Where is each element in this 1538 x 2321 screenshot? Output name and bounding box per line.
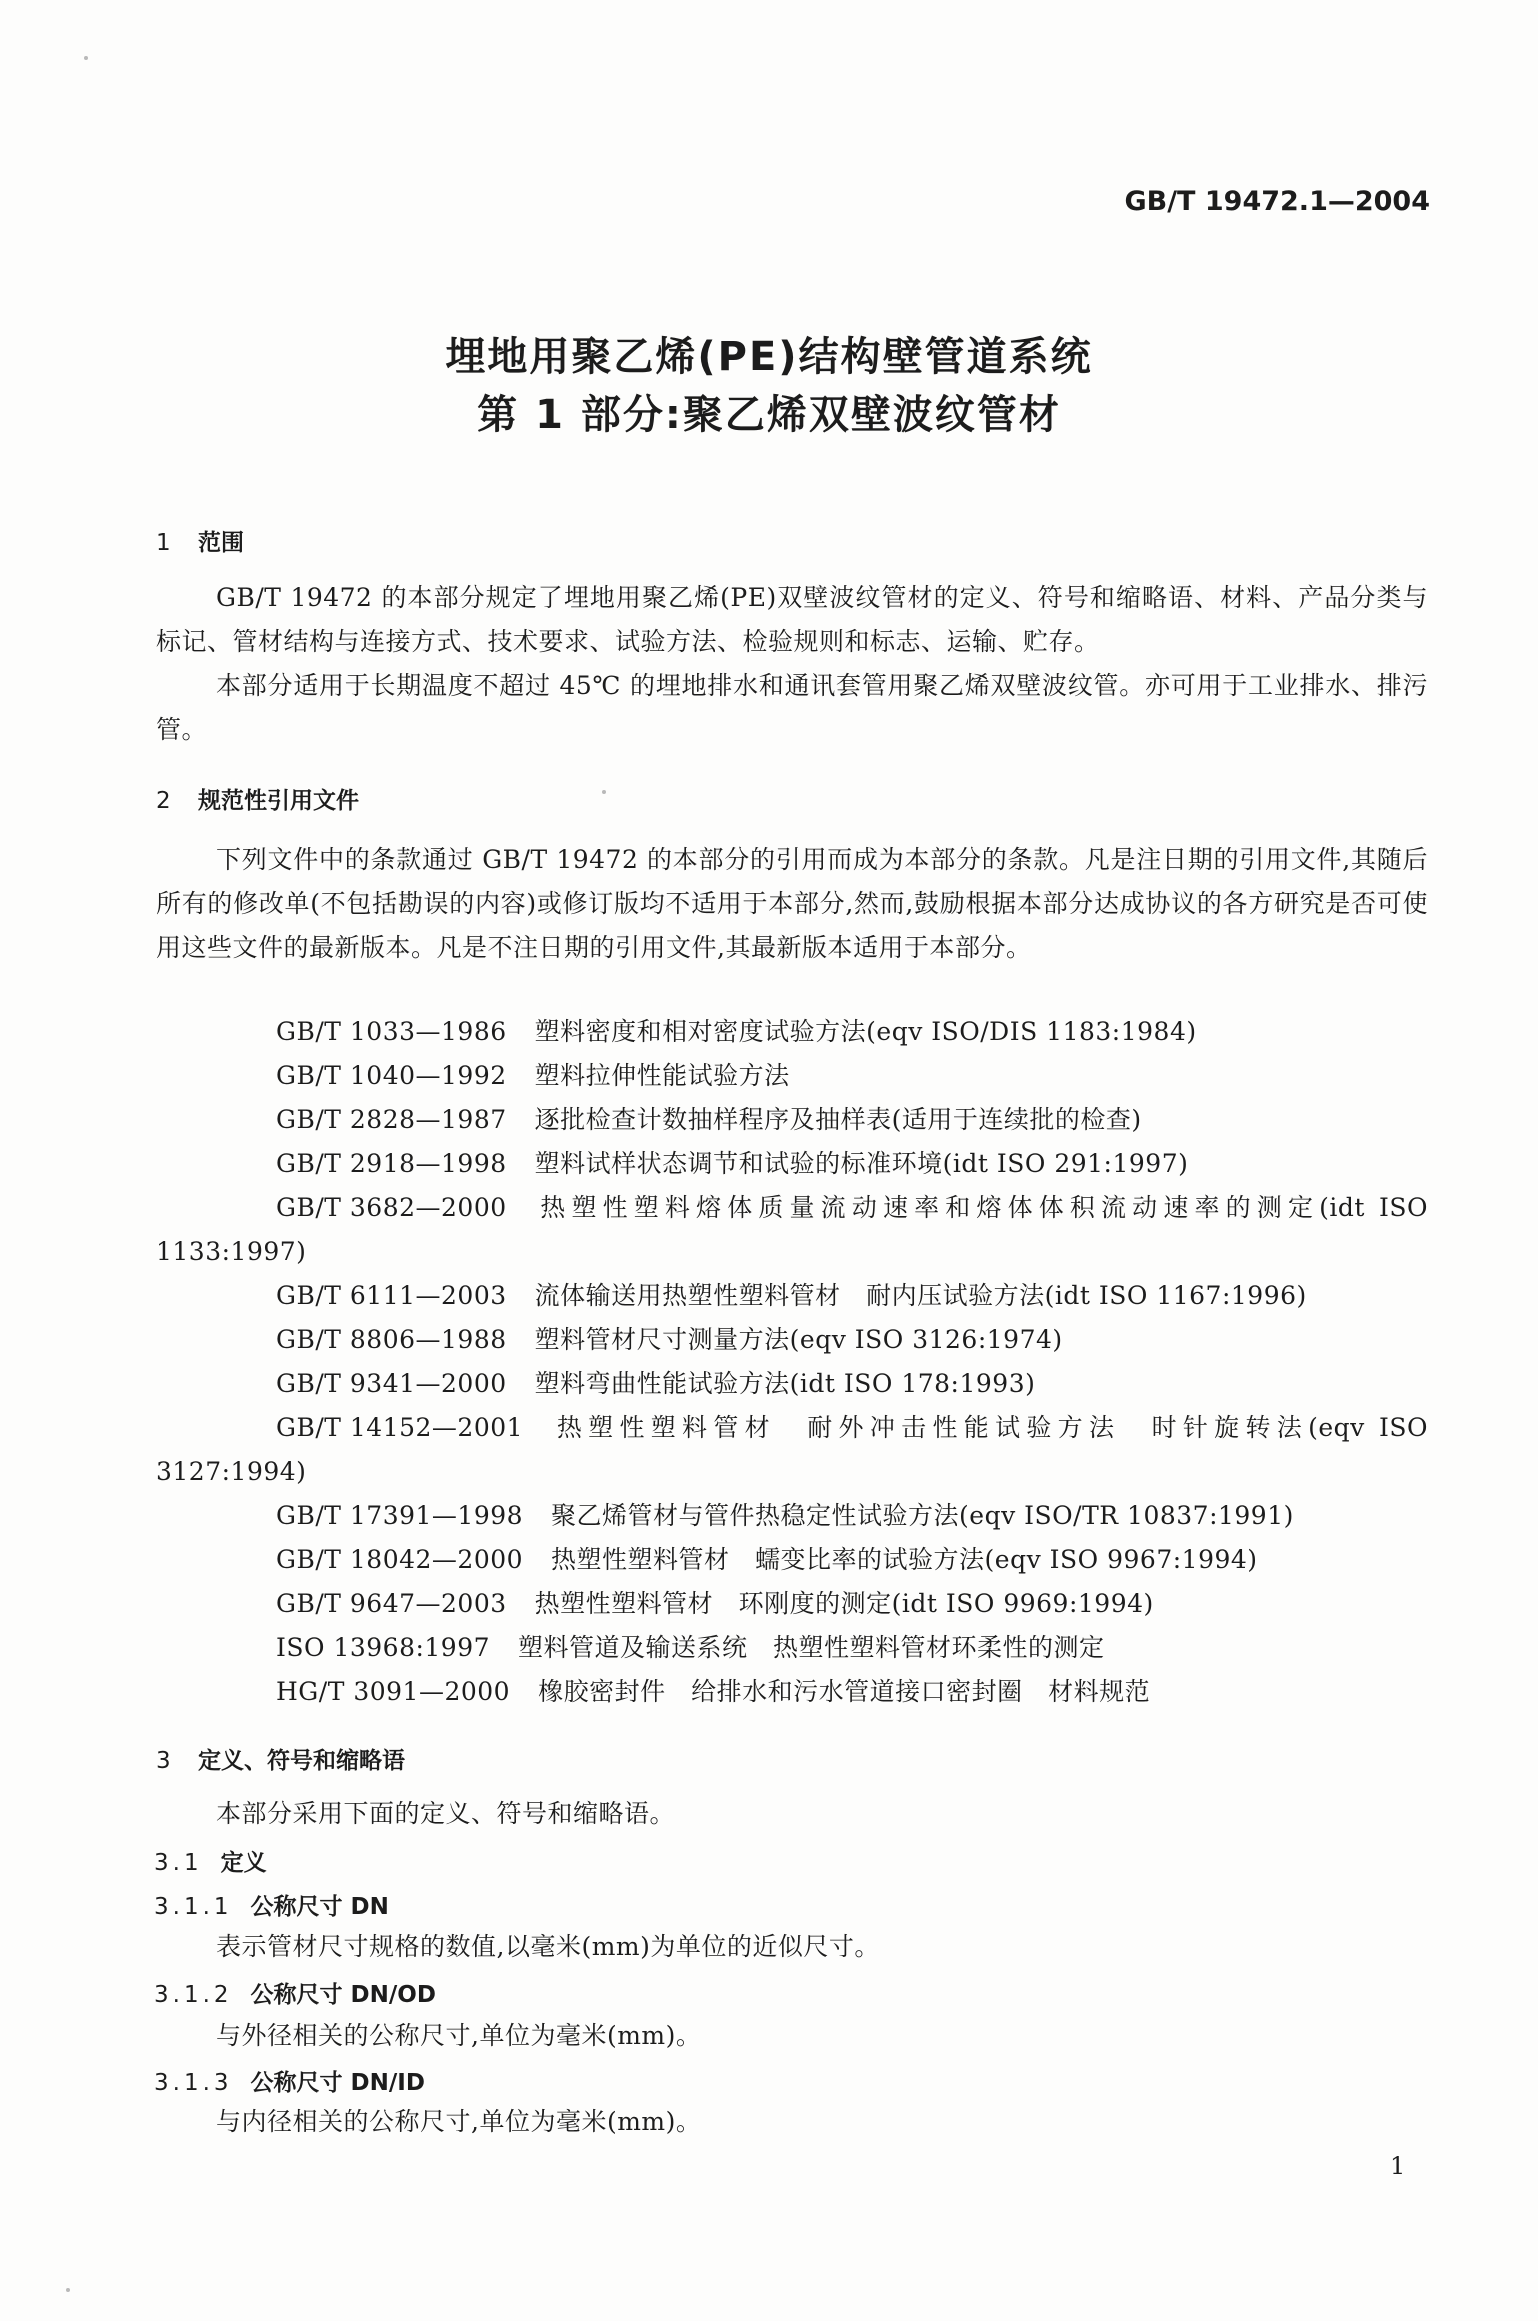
reference-code: GB/T 2828—1987 xyxy=(276,1105,507,1134)
subsection-title: 公称尺寸 DN/ID xyxy=(250,2070,425,2096)
document-title-line1: 埋地用聚乙烯(PE)结构壁管道系统 xyxy=(445,334,1093,380)
section-1-paragraph-1: GB/T 19472 的本部分规定了埋地用聚乙烯(PE)双壁波纹管材的定义、符号和缩略语、材料、产品分类与标记、管材结构与连接方式、技术要求、试验方法、检验规则和标志、运输、贮存。 xyxy=(156,583,1428,656)
reference-code: GB/T 18042—2000 xyxy=(276,1545,524,1574)
reference-title: 橡胶密封件 给排水和污水管道接口密封圈 材料规范 xyxy=(538,1677,1151,1706)
section-3-heading xyxy=(156,1742,405,1775)
reference-code: GB/T 9647—2003 xyxy=(276,1589,507,1618)
reference-item xyxy=(156,1318,1428,1362)
section-2-heading xyxy=(156,782,359,815)
reference-title: 热塑性塑料管材 环刚度的测定(idt ISO 9969:1994) xyxy=(534,1589,1154,1618)
subsection-number: 3.1 xyxy=(154,1850,203,1876)
reference-item xyxy=(156,1362,1428,1406)
section-title: 规范性引用文件 xyxy=(198,788,359,814)
reference-title: 塑料试样状态调节和试验的标准环境(idt ISO 291:1997) xyxy=(534,1149,1189,1178)
reference-title: 塑料弯曲性能试验方法(idt ISO 178:1993) xyxy=(534,1369,1036,1398)
section-title: 定义、符号和缩略语 xyxy=(198,1748,405,1774)
reference-title: 塑料密度和相对密度试验方法(eqv ISO/DIS 1183:1984) xyxy=(534,1017,1197,1046)
subsection-title: 公称尺寸 DN xyxy=(250,1894,389,1920)
scan-speck xyxy=(602,790,606,794)
subsection-3-1-1-heading xyxy=(154,1888,389,1921)
section-3-intro: 本部分采用下面的定义、符号和缩略语。 xyxy=(216,1799,676,1828)
subsection-number: 3.1.3 xyxy=(154,2070,233,2096)
reference-title: 聚乙烯管材与管件热稳定性试验方法(eqv ISO/TR 10837:1991) xyxy=(551,1501,1294,1530)
subsection-title: 公称尺寸 DN/OD xyxy=(250,1982,436,2008)
subsection-3-1-2-heading xyxy=(154,1976,436,2009)
reference-item xyxy=(156,1098,1428,1142)
reference-item xyxy=(156,1538,1428,1582)
subsection-title: 定义 xyxy=(220,1850,267,1876)
subsection-3-1-2-text: 与外径相关的公称尺寸,单位为毫米(mm)。 xyxy=(216,2021,702,2050)
reference-code: GB/T 14152—2001 xyxy=(276,1413,524,1442)
section-1-heading xyxy=(156,524,244,557)
page-number: 1 xyxy=(1390,2152,1406,2180)
section-title: 范围 xyxy=(198,530,244,556)
reference-item xyxy=(156,1142,1428,1186)
reference-code: GB/T 1040—1992 xyxy=(276,1061,507,1090)
reference-code: GB/T 6111—2003 xyxy=(276,1281,507,1310)
subsection-3-1-3-heading xyxy=(154,2064,425,2097)
scan-speck xyxy=(66,2288,70,2292)
reference-item xyxy=(156,1406,1428,1494)
subsection-3-1-heading xyxy=(154,1844,267,1877)
reference-code: GB/T 17391—1998 xyxy=(276,1501,524,1530)
reference-item xyxy=(156,1670,1428,1714)
reference-code: GB/T 1033—1986 xyxy=(276,1017,507,1046)
reference-item xyxy=(156,1186,1428,1274)
subsection-3-1-1-text: 表示管材尺寸规格的数值,以毫米(mm)为单位的近似尺寸。 xyxy=(216,1932,880,1961)
scan-speck xyxy=(84,56,88,60)
reference-title: 热塑性塑料管材 蠕变比率的试验方法(eqv ISO 9967:1994) xyxy=(551,1545,1258,1574)
section-2-intro: 下列文件中的条款通过 GB/T 19472 的本部分的引用而成为本部分的条款。凡是注日期的引用文件,其随后所有的修改单(不包括勘误的内容)或修订版均不适用于本部分,然而,鼓励根据本部分达成协议的各方研究是否可使用这些文件的最新版本。凡是不注日期的引用文件,其最新版本适用于本部分。 xyxy=(156,845,1428,962)
reference-code: ISO 13968:1997 xyxy=(276,1633,491,1662)
reference-item xyxy=(156,1582,1428,1626)
reference-title: 塑料管材尺寸测量方法(eqv ISO 3126:1974) xyxy=(534,1325,1063,1354)
reference-item xyxy=(156,1010,1428,1054)
reference-title: 塑料管道及输送系统 热塑性塑料管材环柔性的测定 xyxy=(518,1633,1105,1662)
subsection-number: 3.1.1 xyxy=(154,1894,233,1920)
document-title-line2: 第 1 部分:聚乙烯双壁波纹管材 xyxy=(477,392,1061,438)
section-number: 2 xyxy=(156,788,171,814)
section-1-paragraph-2: 本部分适用于长期温度不超过 45℃ 的埋地排水和通讯套管用聚乙烯双壁波纹管。亦可用于工业排水、排污管。 xyxy=(156,671,1428,744)
reference-title: 热塑性塑料管材 耐外冲击性能试验方法 时针旋转法(eqv ISO 3127:1994) xyxy=(156,1413,1428,1486)
reference-code: GB/T 8806—1988 xyxy=(276,1325,507,1354)
reference-code: HG/T 3091—2000 xyxy=(276,1677,511,1706)
reference-item xyxy=(156,1626,1428,1670)
reference-title: 逐批检查计数抽样程序及抽样表(适用于连续批的检查) xyxy=(534,1105,1142,1134)
reference-code: GB/T 2918—1998 xyxy=(276,1149,507,1178)
subsection-number: 3.1.2 xyxy=(154,1982,233,2008)
standard-code: GB/T 19472.1—2004 xyxy=(1124,186,1430,217)
reference-title: 流体输送用热塑性塑料管材 耐内压试验方法(idt ISO 1167:1996) xyxy=(534,1281,1307,1310)
section-number: 1 xyxy=(156,530,171,556)
reference-code: GB/T 9341—2000 xyxy=(276,1369,507,1398)
subsection-3-1-3-text: 与内径相关的公称尺寸,单位为毫米(mm)。 xyxy=(216,2107,702,2136)
reference-item xyxy=(156,1054,1428,1098)
section-number: 3 xyxy=(156,1748,171,1774)
reference-title: 热塑性塑料熔体质量流动速率和熔体体积流动速率的测定(idt ISO 1133:1997) xyxy=(156,1193,1428,1266)
reference-item xyxy=(156,1494,1428,1538)
reference-title: 塑料拉伸性能试验方法 xyxy=(534,1061,790,1090)
reference-code: GB/T 3682—2000 xyxy=(276,1193,507,1222)
reference-item xyxy=(156,1274,1428,1318)
